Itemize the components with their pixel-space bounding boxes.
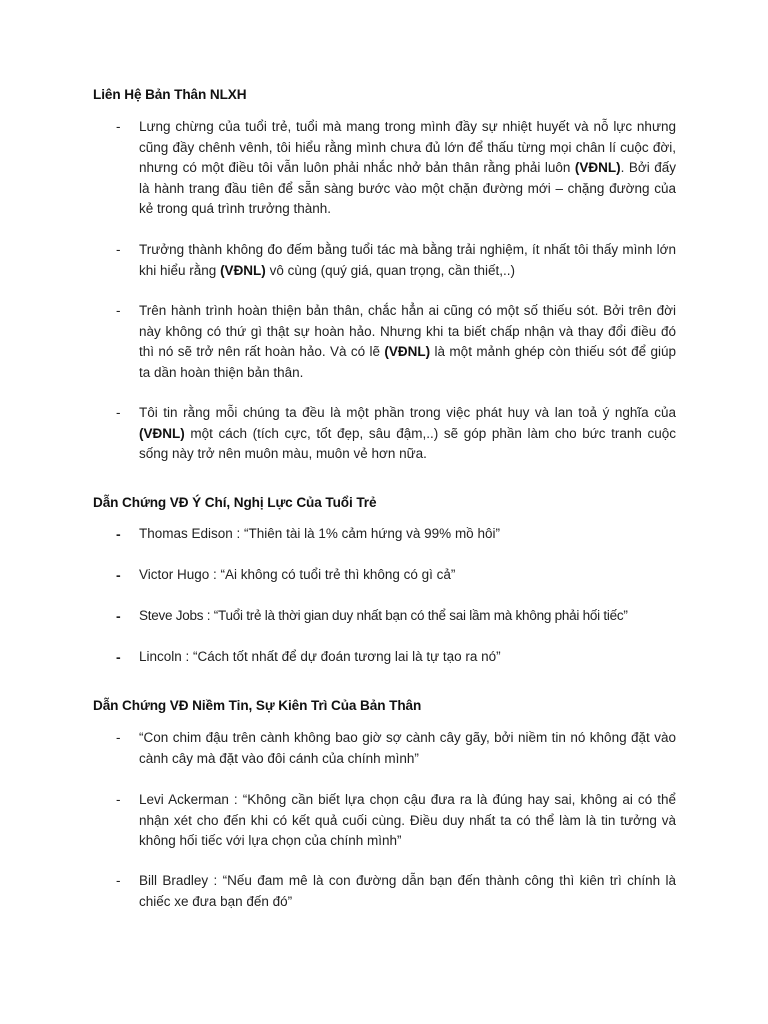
list-item [116,790,676,852]
list-dash: - [116,730,121,745]
list-dash: - [116,242,121,257]
list-item [116,728,676,769]
quote-text: “Con chim đậu trên cành không bao giờ sợ cành cây gãy, bởi niềm tin nó không đặt vào cành cây mà đặt vào đôi cánh của chính mình” [139,730,676,766]
section-heading-lien-he: Liên Hệ Bản Thân NLXH [93,87,247,102]
list-item [116,524,676,545]
list-dash: - [116,526,121,542]
paragraph-text: Tôi tin rằng mỗi chúng ta đều là một phần trong việc phát huy và lan toả ý nghĩa của (VĐNL) một cách (tích cực, tốt đẹp, sâu đậm,..) sẽ góp phần làm cho bức tranh cuộc sống này trở nên muôn màu, muôn vẻ hơn nữa. [139,405,676,462]
list-item [116,403,676,465]
bold-placeholder: (VĐNL) [574,160,621,176]
list-dash: - [116,405,121,420]
bold-placeholder: (VĐNL) [220,262,266,278]
list-item [116,240,676,281]
list-item [116,565,676,586]
bold-placeholder: (VĐNL) [384,344,431,360]
quote-text: Levi Ackerman : “Không cần biết lựa chọn cậu đưa ra là đúng hay sai, không ai có thể nhận xét cho đến khi có kết quả cuối cùng. Điều duy nhất ta có thể làm là tin tưởng và không hối tiếc với lựa chọn của chính mình” [139,792,676,849]
list-dash: - [116,608,121,624]
list-dash: - [116,873,121,888]
quote-text: Victor Hugo : “Ai không có tuổi trẻ thì không có gì cả” [139,567,456,582]
quote-text: Bill Bradley : “Nếu đam mê là con đường dẫn bạn đến thành công thì kiên trì chính là chiếc xe đưa bạn đến đó” [139,873,676,909]
section-heading-niem-tin: Dẫn Chứng VĐ Niềm Tin, Sự Kiên Trì Của Bản Thân [93,698,422,713]
paragraph-text: Trưởng thành không đo đếm bằng tuổi tác mà bằng trải nghiệm, ít nhất tôi thấy mình lớn khi hiểu rằng (VĐNL) vô cùng (quý giá, quan trọng, cần thiết,..) [139,242,676,278]
quote-text: Thomas Edison : “Thiên tài là 1% cảm hứng và 99% mồ hôi” [139,526,500,541]
paragraph-text: Trên hành trình hoàn thiện bản thân, chắc hẳn ai cũng có một số thiếu sót. Bởi trên đời này không có thứ gì thật sự hoàn hảo. Nhưng khi ta biết chấp nhận và thay đổi điều đó thì nó sẽ trở nên rất hoàn hảo. Và có lẽ (VĐNL) là một mảnh ghép còn thiếu sót để giúp ta dần hoàn thiện bản thân. [139,303,676,380]
list-dash: - [116,119,121,134]
quote-text: Lincoln : “Cách tốt nhất để dự đoán tương lai là tự tạo ra nó” [139,649,501,664]
quote-text: Steve Jobs : “Tuổi trẻ là thời gian duy nhất bạn có thể sai lầm mà không phải hối tiếc” [139,608,628,623]
bold-placeholder: (VĐNL) [139,425,185,441]
list-item [116,301,676,383]
list-item [116,871,676,912]
paragraph-text: Lưng chừng của tuổi trẻ, tuổi mà mang trong mình đầy sự nhiệt huyết và nỗ lực nhưng cũng đầy chênh vênh, tôi hiểu rằng mình chưa đủ lớn để thấu từng mọi chân lí cuộc đời, nhưng có một điều tôi vẫn luôn phải nhắc nhở bản thân rằng phải luôn (VĐNL). Bởi đấy là hành trang đầu tiên để sẵn sàng bước vào một chặn đường mới – chặng đường của kẻ trong quá trình trưởng thành. [139,119,677,217]
list-dash: - [116,567,121,583]
section-heading-y-chi: Dẫn Chứng VĐ Ý Chí, Nghị Lực Của Tuổi Trẻ [93,495,377,510]
list-dash: - [116,303,121,318]
list-dash: - [116,649,121,665]
list-item [116,647,676,668]
list-item [116,606,676,627]
list-dash: - [116,792,121,807]
list-item [116,117,676,220]
